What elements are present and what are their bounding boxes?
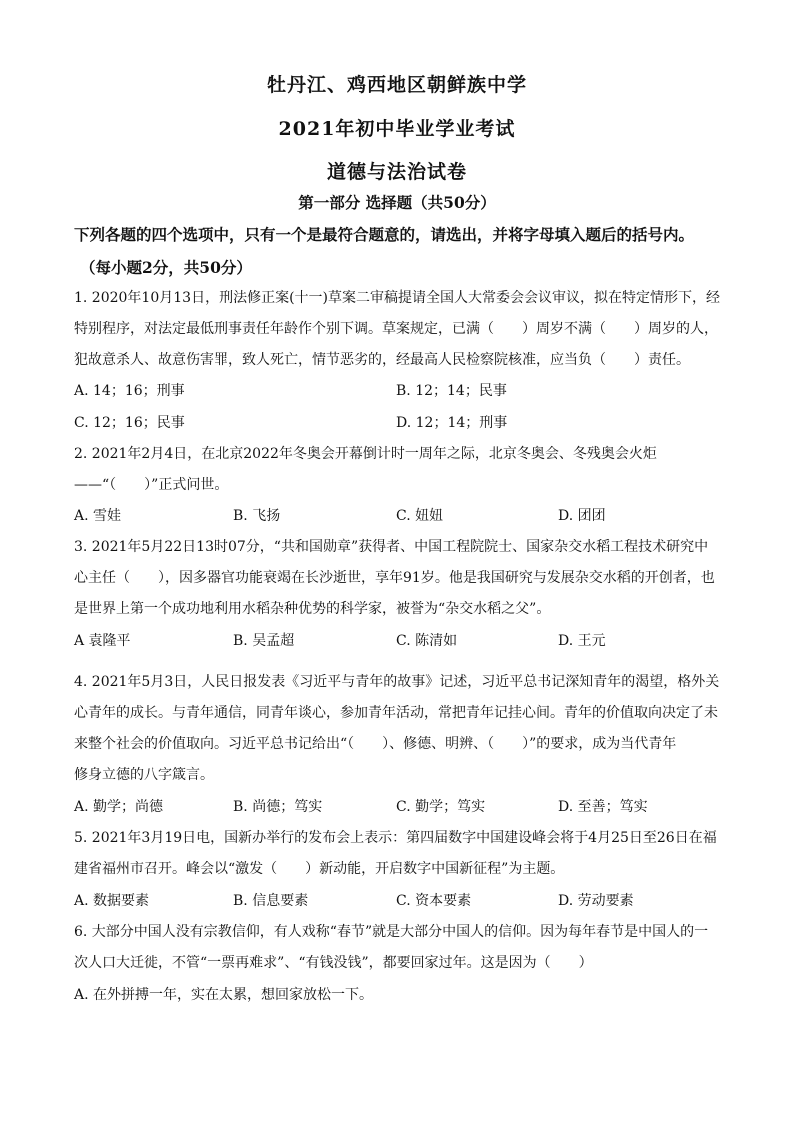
question-3-line-2: 心主任（ ），因多器官功能衰竭在长沙逝世，享年91岁。他是我国研究与发展杂交水稻的开创者，也 (74, 570, 715, 586)
question-3-option-d: D. 王元 (558, 633, 606, 649)
instruction-line-2: （每小题2分，共50分） (80, 258, 252, 277)
question-5-line-1: 5. 2021年3月19日电，国新办举行的发布会上表示：第四届数字中国建设峰会将于4月25日至26日在福 (74, 830, 717, 846)
question-6-option-a: A. 在外拼搏一年，实在太累，想回家放松一下。 (74, 987, 374, 1003)
question-4-line-3: 来整个社会的价值取向。习近平总书记给出“（ ）、修德、明辨、（ ）”的要求，成为当代青年 (74, 736, 677, 752)
question-1-option-d: D. 12；14；刑事 (396, 415, 508, 431)
instruction-line-1: 下列各题的四个选项中，只有一个是最符合题意的，请选出，并将字母填入题后的括号内。 (74, 225, 695, 244)
question-1-line-2: 特别程序，对法定最低刑事责任年龄作个别下调。草案规定，已满（ ）周岁不满（ ）周岁的人， (74, 321, 718, 337)
section-heading: 第一部分 选择题（共50分） (298, 193, 496, 212)
question-4-line-1: 4. 2021年5月3日，人民日报发表《习近平与青年的故事》记述，习近平总书记深知青年的渴望，格外关 (74, 674, 720, 690)
question-2-option-d: D. 团团 (558, 508, 606, 524)
exam-year-title: 2021年初中毕业学业考试 (278, 118, 516, 140)
question-6-line-2: 次人口大迁徙，不管“一票再难求”、“有钱没钱”，都要回家过年。这是因为（ ） (74, 955, 593, 971)
question-4-option-c: C. 勤学；笃实 (396, 799, 486, 815)
question-3-option-c: C. 陈清如 (396, 633, 458, 649)
question-1-option-c: C. 12；16；民事 (74, 415, 185, 431)
question-5-line-2: 建省福州市召开。峰会以“激发（ ）新动能，开启数字中国新征程”为主题。 (74, 861, 565, 877)
question-4-line-2: 心青年的成长。与青年通信，同青年谈心，参加青年活动，常把青年记挂心间。青年的价值取向决定了未 (74, 705, 718, 721)
question-4-option-d: D. 至善；笃实 (558, 799, 648, 815)
exam-subject-title: 道德与法治试卷 (326, 161, 467, 183)
question-5-option-d: D. 劳动要素 (558, 893, 634, 909)
question-2-line-1: 2. 2021年2月4日，在北京2022年冬奥会开幕倒计时一周年之际，北京冬奥会、冬残奥会火炬 (74, 446, 657, 462)
question-3-line-3: 是世界上第一个成功地利用水稻杂种优势的科学家，被誉为“杂交水稻之父”。 (74, 601, 551, 617)
question-1-line-1: 1. 2020年10月13日，刑法修正案(十一)草案二审稿提请全国人大常委会会议审议，拟在特定情形下，经 (74, 290, 720, 306)
question-3-line-1: 3. 2021年5月22日13时07分，“共和国勋章”获得者、中国工程院院士、国家杂交水稻工程技术研究中 (74, 539, 709, 555)
question-4-option-a: A. 勤学；尚德 (74, 799, 164, 815)
question-2-option-b: B. 飞扬 (233, 508, 281, 524)
question-5-option-b: B. 信息要素 (233, 893, 309, 909)
exam-school-title: 牡丹江、鸡西地区朝鲜族中学 (266, 74, 527, 96)
question-1-option-b: B. 12；14；民事 (396, 383, 507, 399)
question-4-line-4: 修身立德的八字箴言。 (74, 767, 214, 783)
question-6-line-1: 6. 大部分中国人没有宗教信仰，有人戏称“春节”就是大部分中国人的信仰。因为每年春节是中国人的一 (74, 924, 709, 940)
question-2-option-c: C. 妞妞 (396, 508, 444, 524)
question-4-option-b: B. 尚德；笃实 (233, 799, 323, 815)
question-3-option-a: A 袁隆平 (74, 633, 131, 649)
question-2-option-a: A. 雪娃 (74, 508, 122, 524)
question-5-option-a: A. 数据要素 (74, 893, 150, 909)
question-1-option-a: A. 14；16；刑事 (74, 383, 185, 399)
question-5-option-c: C. 资本要素 (396, 893, 472, 909)
question-1-line-3: 犯故意杀人、故意伤害罪，致人死亡，情节恶劣的，经最高人民检察院核准，应当负（ ）责任。 (74, 352, 690, 368)
question-2-line-2: ——“（ ）”正式问世。 (74, 477, 229, 493)
question-3-option-b: B. 吴孟超 (233, 633, 295, 649)
